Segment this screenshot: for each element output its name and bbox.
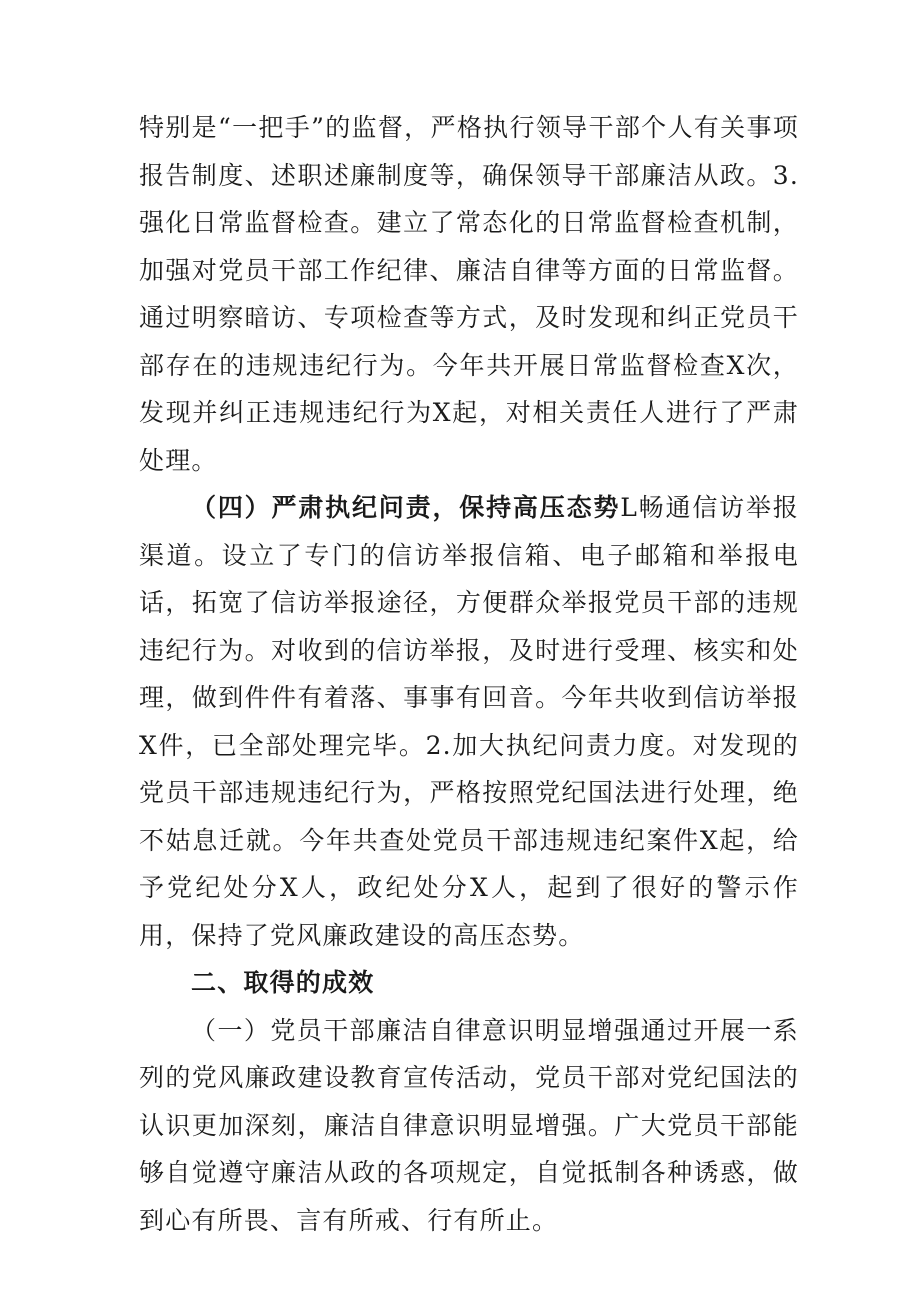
section-heading-achievements: 二、取得的成效 [191, 968, 375, 997]
paragraph-text: L畅通信访举报渠道。设立了专门的信访举报信箱、电子邮箱和举报电话，拓宽了信访举报途径，方便群众举报党员干部的违规违纪行为。对收到的信访举报，及时进行受理、核实和处理，做到件件有着落、事事有回音。今年共收到信访举报X件，已全部处理完毕。2.加大执纪问责力度。对发现的党员干部违规违纪行为，严格按照党纪国法进行处理，绝不姑息迁就。今年共查处党员干部违规违纪案件X起，给予党纪处分X人，政纪处分X人，起到了很好的警示作用，保持了党风廉政建设的高压态势。 [139, 493, 799, 950]
section-lead-heading: （四）严肃执纪问责，保持高压态势 [191, 493, 621, 522]
paragraph-self-discipline-awareness [139, 1007, 799, 1245]
paragraph-supervision-continued [139, 104, 799, 484]
paragraph-discipline-accountability [139, 484, 799, 959]
document-body [139, 104, 799, 1244]
paragraph-text: 特别是“一把手”的监督，严格执行领导干部个人有关事项报告制度、述职述廉制度等，确保领导干部廉洁从政。3.强化日常监督检查。建立了常态化的日常监督检查机制，加强对党员干部工作纪律、廉洁自律等方面的日常监督。通过明察暗访、专项检查等方式，及时发现和纠正党员干部存在的违规违纪行为。今年共开展日常监督检查X次，发现并纠正违规违纪行为X起，对相关责任人进行了严肃处理。 [139, 113, 799, 475]
paragraph-text: （一）党员干部廉洁自律意识明显增强通过开展一系列的党风廉政建设教育宣传活动，党员干部对党纪国法的认识更加深刻，廉洁自律意识明显增强。广大党员干部能够自觉遵守廉洁从政的各项规定，自觉抵制各种诱惑，做到心有所畏、言有所戒、行有所止。 [139, 1015, 799, 1235]
